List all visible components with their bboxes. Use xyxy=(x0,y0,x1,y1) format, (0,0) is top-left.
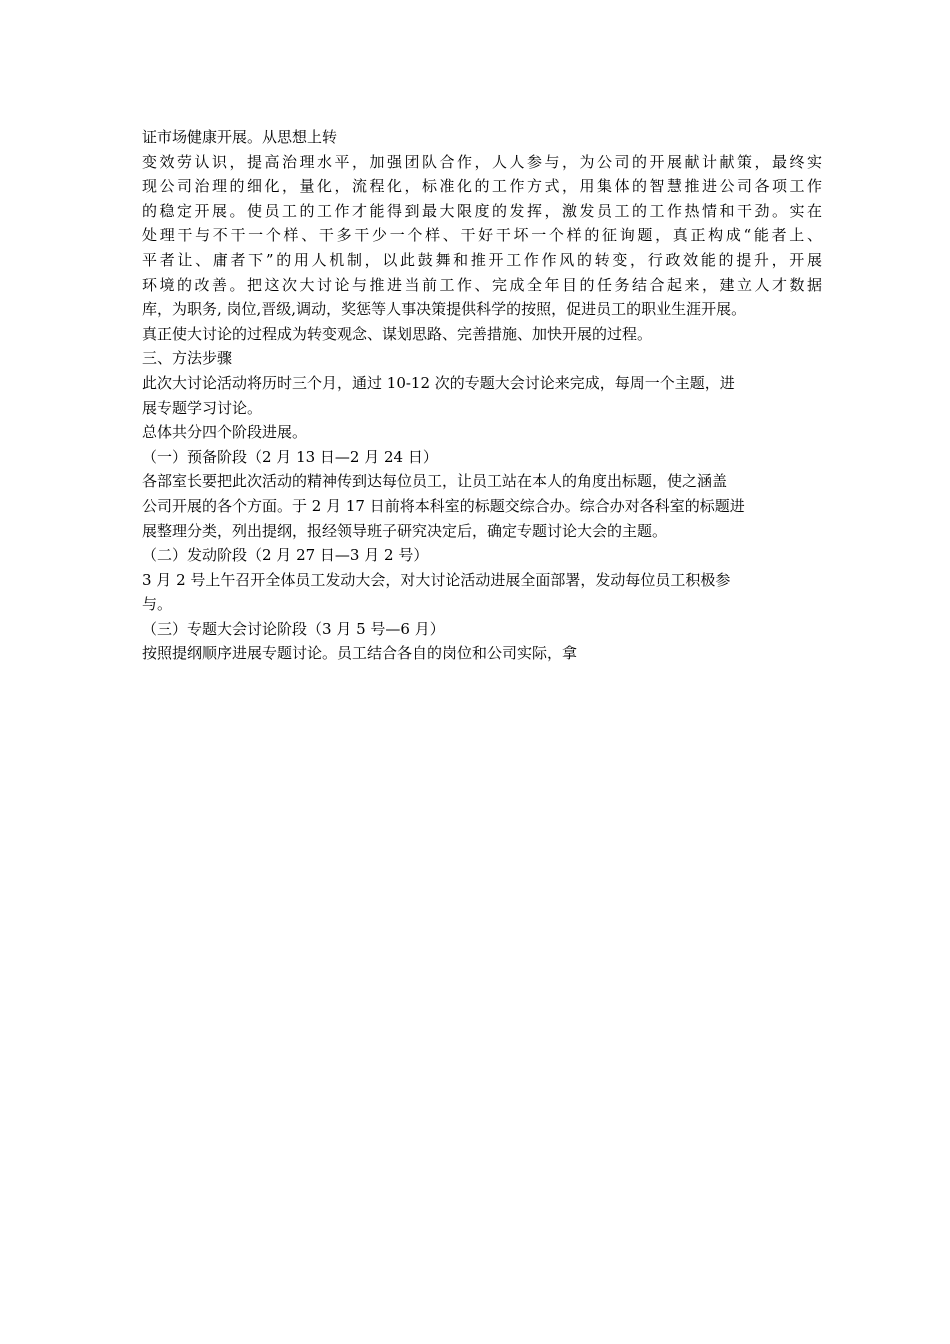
text-line: 变效劳认识，提高治理水平，加强团队合作，人人参与，为公司的开展献计献策，最终实 xyxy=(142,152,822,171)
stage-heading: （二）发动阶段（2 月 27 日—3 月 2 号） xyxy=(142,546,429,565)
text-line: 总体共分四个阶段进展。 xyxy=(142,423,308,442)
text-line: 处理干与不干一个样、干多干少一个样、干好干坏一个样的征询题，真正构成“能者上、 xyxy=(142,226,822,245)
text-line: 与。 xyxy=(142,595,173,614)
text-line: 按照提纲顺序进展专题讨论。员工结合各自的岗位和公司实际，拿 xyxy=(142,644,578,663)
text-line: 公司开展的各个方面。于 2 月 17 日前将本科室的标题交综合办。综合办对各科室的标题进 xyxy=(142,496,745,515)
text-line: 3 月 2 号上午召开全体员工发动大会，对大讨论活动进展全面部署，发动每位员工积极参 xyxy=(142,570,731,589)
text-line: 环境的改善。把这次大讨论与推进当前工作、完成全年目的任务结合起来，建立人才数据 xyxy=(142,275,822,294)
text-line: 展整理分类，列出提纲，报经领导班子研究决定后，确定专题讨论大会的主题。 xyxy=(142,521,668,540)
text-line: 现公司治理的细化，量化，流程化，标准化的工作方式，用集体的智慧推进公司各项工作 xyxy=(142,177,822,196)
text-line: 证市场健康开展。从思想上转 xyxy=(142,128,338,146)
section-heading: 三、方法步骤 xyxy=(142,349,233,368)
stage-heading: （一）预备阶段（2 月 13 日—2 月 24 日） xyxy=(142,447,438,466)
text-line: 此次大讨论活动将历时三个月，通过 10-12 次的专题大会讨论来完成，每周一个主题，进 xyxy=(142,373,735,392)
text-line: 各部室长要把此次活动的精神传到达每位员工，让员工站在本人的角度出标题，使之涵盖 xyxy=(142,472,728,491)
text-line: 展专题学习讨论。 xyxy=(142,398,263,417)
stage-heading: （三）专题大会讨论阶段（3 月 5 号—6 月） xyxy=(142,619,445,638)
body-text xyxy=(142,125,822,666)
text-line: 平者让、庸者下”的用人机制，以此鼓舞和推开工作作风的转变，行政效能的提升，开展 xyxy=(142,250,822,269)
text-line: 的稳定开展。使员工的工作才能得到最大限度的发挥，激发员工的工作热情和干劲。实在 xyxy=(142,201,822,220)
text-line: 库，为职务, 岗位,晋级,调动，奖惩等人事决策提供科学的按照，促进员工的职业生涯开展。 xyxy=(142,300,747,319)
text-line: 真正使大讨论的过程成为转变观念、谋划思路、完善措施、加快开展的过程。 xyxy=(142,324,653,343)
